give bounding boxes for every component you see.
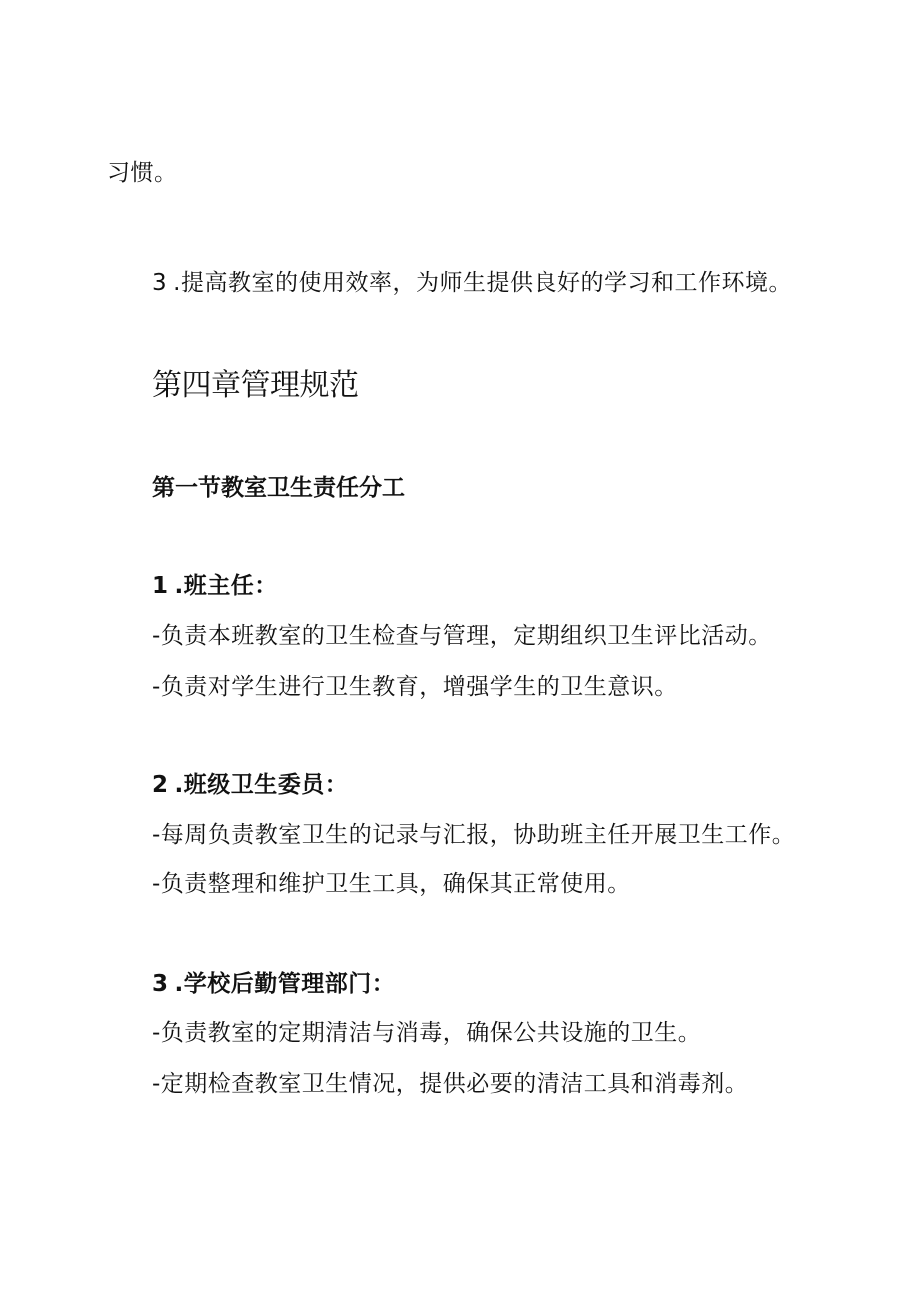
- role-3-title: .学校后勤管理部门：: [174, 971, 396, 997]
- chapter-title: 第四章管理规范: [152, 368, 359, 403]
- role-2-duty-2: -负责整理和维护卫生工具，确保其正常使用。: [152, 871, 631, 897]
- role-1-duty-2: -负责对学生进行卫生教育，增强学生的卫生意识。: [152, 674, 678, 700]
- role-1-heading: [152, 571, 278, 601]
- role-1-title: .班主任：: [174, 573, 278, 599]
- goal-item-3: [152, 268, 792, 298]
- role-2-heading: [152, 770, 348, 800]
- role-3-duty-1: -负责教室的定期清洁与消毒，确保公共设施的卫生。: [152, 1020, 702, 1046]
- role-3-heading: [152, 969, 395, 999]
- role-2-number: 2: [152, 772, 169, 798]
- goal-item-3-number: 3: [152, 270, 168, 296]
- section-title: 第一节教室卫生责任分工: [152, 475, 405, 501]
- continuation-text: 习惯。: [107, 160, 178, 186]
- role-3-duty-2: -定期检查教室卫生情况，提供必要的清洁工具和消毒剂。: [152, 1071, 749, 1097]
- goal-item-3-text: .提高教室的使用效率，为师生提供良好的学习和工作环境。: [173, 270, 792, 296]
- role-1-duty-1: -负责本班教室的卫生检查与管理，定期组织卫生评比活动。: [152, 623, 772, 649]
- role-1-number: 1: [152, 573, 169, 599]
- role-3-number: 3: [152, 971, 169, 997]
- role-2-title: .班级卫生委员：: [174, 772, 349, 798]
- role-2-duty-1: -每周负责教室卫生的记录与汇报，协助班主任开展卫生工作。: [152, 822, 796, 848]
